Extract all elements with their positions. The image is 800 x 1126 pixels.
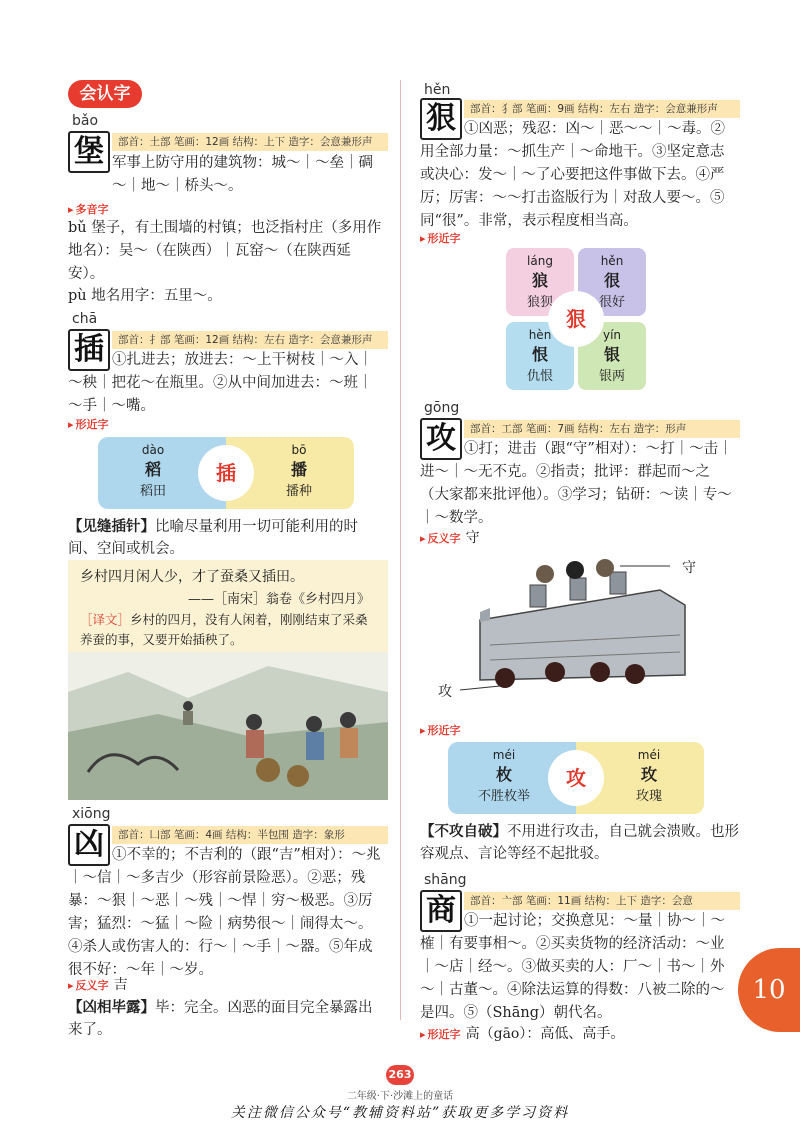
footer-book-title: 二年级·下·沙滩上的童话 bbox=[346, 1091, 454, 1102]
page-tab: 10 bbox=[738, 948, 800, 1032]
pinyin-cha: chā bbox=[72, 311, 98, 327]
poem-line: 乡村四月闲人少，才了蚕桑又插田。 bbox=[80, 569, 304, 585]
siege-illustration bbox=[460, 550, 720, 710]
page-number: 263 bbox=[386, 1065, 414, 1085]
similar-bl: hèn 恨 仇恨 bbox=[526, 328, 553, 384]
bu-reading: bǔ 堡子，有土围墙的村镇；也泛指村庄（多用作地名）：吴～（在陕西）｜瓦窑～（在陕西延安）。 bbox=[68, 220, 382, 282]
tag-similar-cha: ▸ 形近字 bbox=[68, 416, 109, 432]
similar-chars-cha bbox=[98, 437, 354, 509]
similar-text-shang: ▸ 形近字 高（gāo）：高低、高手。 bbox=[420, 1023, 624, 1043]
idiom-head-cha: 【见缝插针】 bbox=[68, 519, 155, 535]
char-box-shang: 商 bbox=[420, 890, 462, 932]
idiom-gong: 【不攻自破】不用进行攻击，自己就会溃败。也形容观点、言论等经不起批驳。 bbox=[420, 824, 739, 862]
pinyin-bao: bǎo bbox=[72, 113, 99, 129]
footer-notice: 关注微信公众号“教辅资料站”获取更多学习资料 bbox=[230, 1105, 570, 1121]
poem-translation: ［译文］乡村的四月，没有人闲着，刚刚结束了采桑养蚕的事，又要开始插秧了。 bbox=[80, 612, 368, 647]
similar-right: bō 播 播种 bbox=[285, 443, 312, 499]
poem-box bbox=[68, 560, 388, 800]
poem-source: ——［南宋］翁卷《乡村四月》 bbox=[187, 592, 370, 607]
tag-similar-gong: ▸ 形近字 bbox=[420, 722, 461, 738]
tag-polyphone-bao: ▸ 多音字 bbox=[68, 201, 109, 217]
meta-hen: 部首：犭部 笔画：9画 结构：左右 造字：会意兼形声 bbox=[464, 100, 740, 118]
column-divider bbox=[400, 80, 401, 1020]
char-box-hen: 狠 bbox=[420, 98, 462, 140]
pinyin-gong: gōng bbox=[424, 400, 460, 416]
idiom-text-cha: 比喻尽量利用一切可能利用的时间、空间或机会。 bbox=[68, 519, 358, 557]
similar-right-gong: méi 玫 玫瑰 bbox=[635, 748, 662, 804]
similar-br: yín 银 银两 bbox=[598, 328, 625, 384]
def-shang: ①一起讨论；交换意见：～量｜协～｜～榷｜有要事相～。②买卖货物的经济活动：～业｜～店｜经～。③做买卖的人：厂～｜书～｜外～｜古董～。④除法运算的得数：八被二除的～是四。⑤（Shāng）朝代名。 bbox=[420, 913, 725, 1021]
similar-center-hen: 狠 bbox=[550, 293, 602, 345]
def-hen: ①凶恶；残忍：凶～｜恶～～｜～毒。②用全部力量：～抓生产｜～命地干。③坚定意志或决心：发～｜～了心要把这件事做下去。④严厉；厉害：～～打击盗版行为｜对敌人要～。⑤同“很”。非常，表示程度相当高。 bbox=[420, 121, 725, 229]
char-box-bao: 堡 bbox=[68, 131, 110, 173]
meta-gong: 部首：工部 笔画：7画 结构：左右 造字：形声 bbox=[464, 420, 740, 438]
def-bao: 军事上防守用的建筑物：城～｜～垒｜碉～｜地～｜桥头～。 bbox=[112, 155, 373, 194]
similar-chars-gong bbox=[448, 742, 704, 814]
idiom-xiong: 【凶相毕露】毕：完全。凶恶的面目完全暴露出来了。 bbox=[68, 1000, 373, 1038]
pinyin-xiong: xiōng bbox=[72, 806, 111, 822]
illus-label-defend: 守 bbox=[682, 560, 696, 576]
similar-left: dào 稻 稻田 bbox=[139, 443, 166, 499]
similar-tl: láng 狼 狼狈 bbox=[526, 254, 553, 310]
meta-cha: 部首：扌部 笔画：12画 结构：左右 造字：会意兼形声 bbox=[112, 331, 388, 349]
similar-left-gong: méi 枚 不胜枚举 bbox=[477, 748, 530, 804]
farming-illustration bbox=[68, 652, 388, 800]
antonym-xiong: ▸ 反义字 吉 bbox=[68, 974, 128, 994]
antonym-gong: ▸ 反义字 守 bbox=[420, 527, 480, 547]
illus-label-attack: 攻 bbox=[438, 684, 452, 700]
def-gong: ①打；进击（跟“守”相对）：～打｜～击｜进～｜～无不克。②指责；批评：群起而～之（大家都来批评他）。③学习；钻研：～读｜专～｜～数学。 bbox=[420, 441, 733, 526]
section-title-badge: 会认字 bbox=[68, 80, 142, 108]
similar-center-gong: 攻 bbox=[550, 752, 602, 804]
similar-tr: hěn 很 很好 bbox=[598, 254, 625, 310]
char-box-xiong: 凶 bbox=[68, 824, 110, 866]
similar-grid-hen bbox=[506, 248, 646, 390]
idiom-cha bbox=[68, 516, 386, 560]
char-box-gong: 攻 bbox=[420, 418, 462, 460]
def-xiong: ①不幸的；不吉利的（跟“吉”相对）：～兆｜～信｜～多吉少（形容前景险恶）。②恶；残暴：～狠｜～恶｜～残｜～悍｜穷～极恶。③厉害；猛烈：～猛｜～险｜病势很～｜闹得太～。④杀人或伤害人的：行～｜～手｜～器。⑤年成很不好：～年｜～岁。 bbox=[68, 847, 381, 978]
similar-center-cha: 插 bbox=[200, 447, 252, 499]
meta-bao: 部首：土部 笔画：12画 结构：上下 造字：会意兼形声 bbox=[112, 133, 388, 151]
char-box-cha: 插 bbox=[68, 329, 110, 371]
pinyin-shang: shāng bbox=[424, 872, 467, 888]
meta-shang: 部首：亠部 笔画：11画 结构：上下 造字：会意 bbox=[464, 892, 740, 910]
pu-reading: pù 地名用字：五里～。 bbox=[68, 288, 222, 304]
meta-xiong: 部首：凵部 笔画：4画 结构：半包围 造字：象形 bbox=[112, 826, 388, 844]
def-cha: ①扎进去；放进去：～上干树枝｜～入｜～秧｜把花～在瓶里。②从中间加进去：～班｜～手｜～嘴。 bbox=[68, 352, 373, 414]
tag-similar-hen: ▸ 形近字 bbox=[420, 230, 461, 246]
pinyin-hen: hěn bbox=[424, 82, 451, 98]
